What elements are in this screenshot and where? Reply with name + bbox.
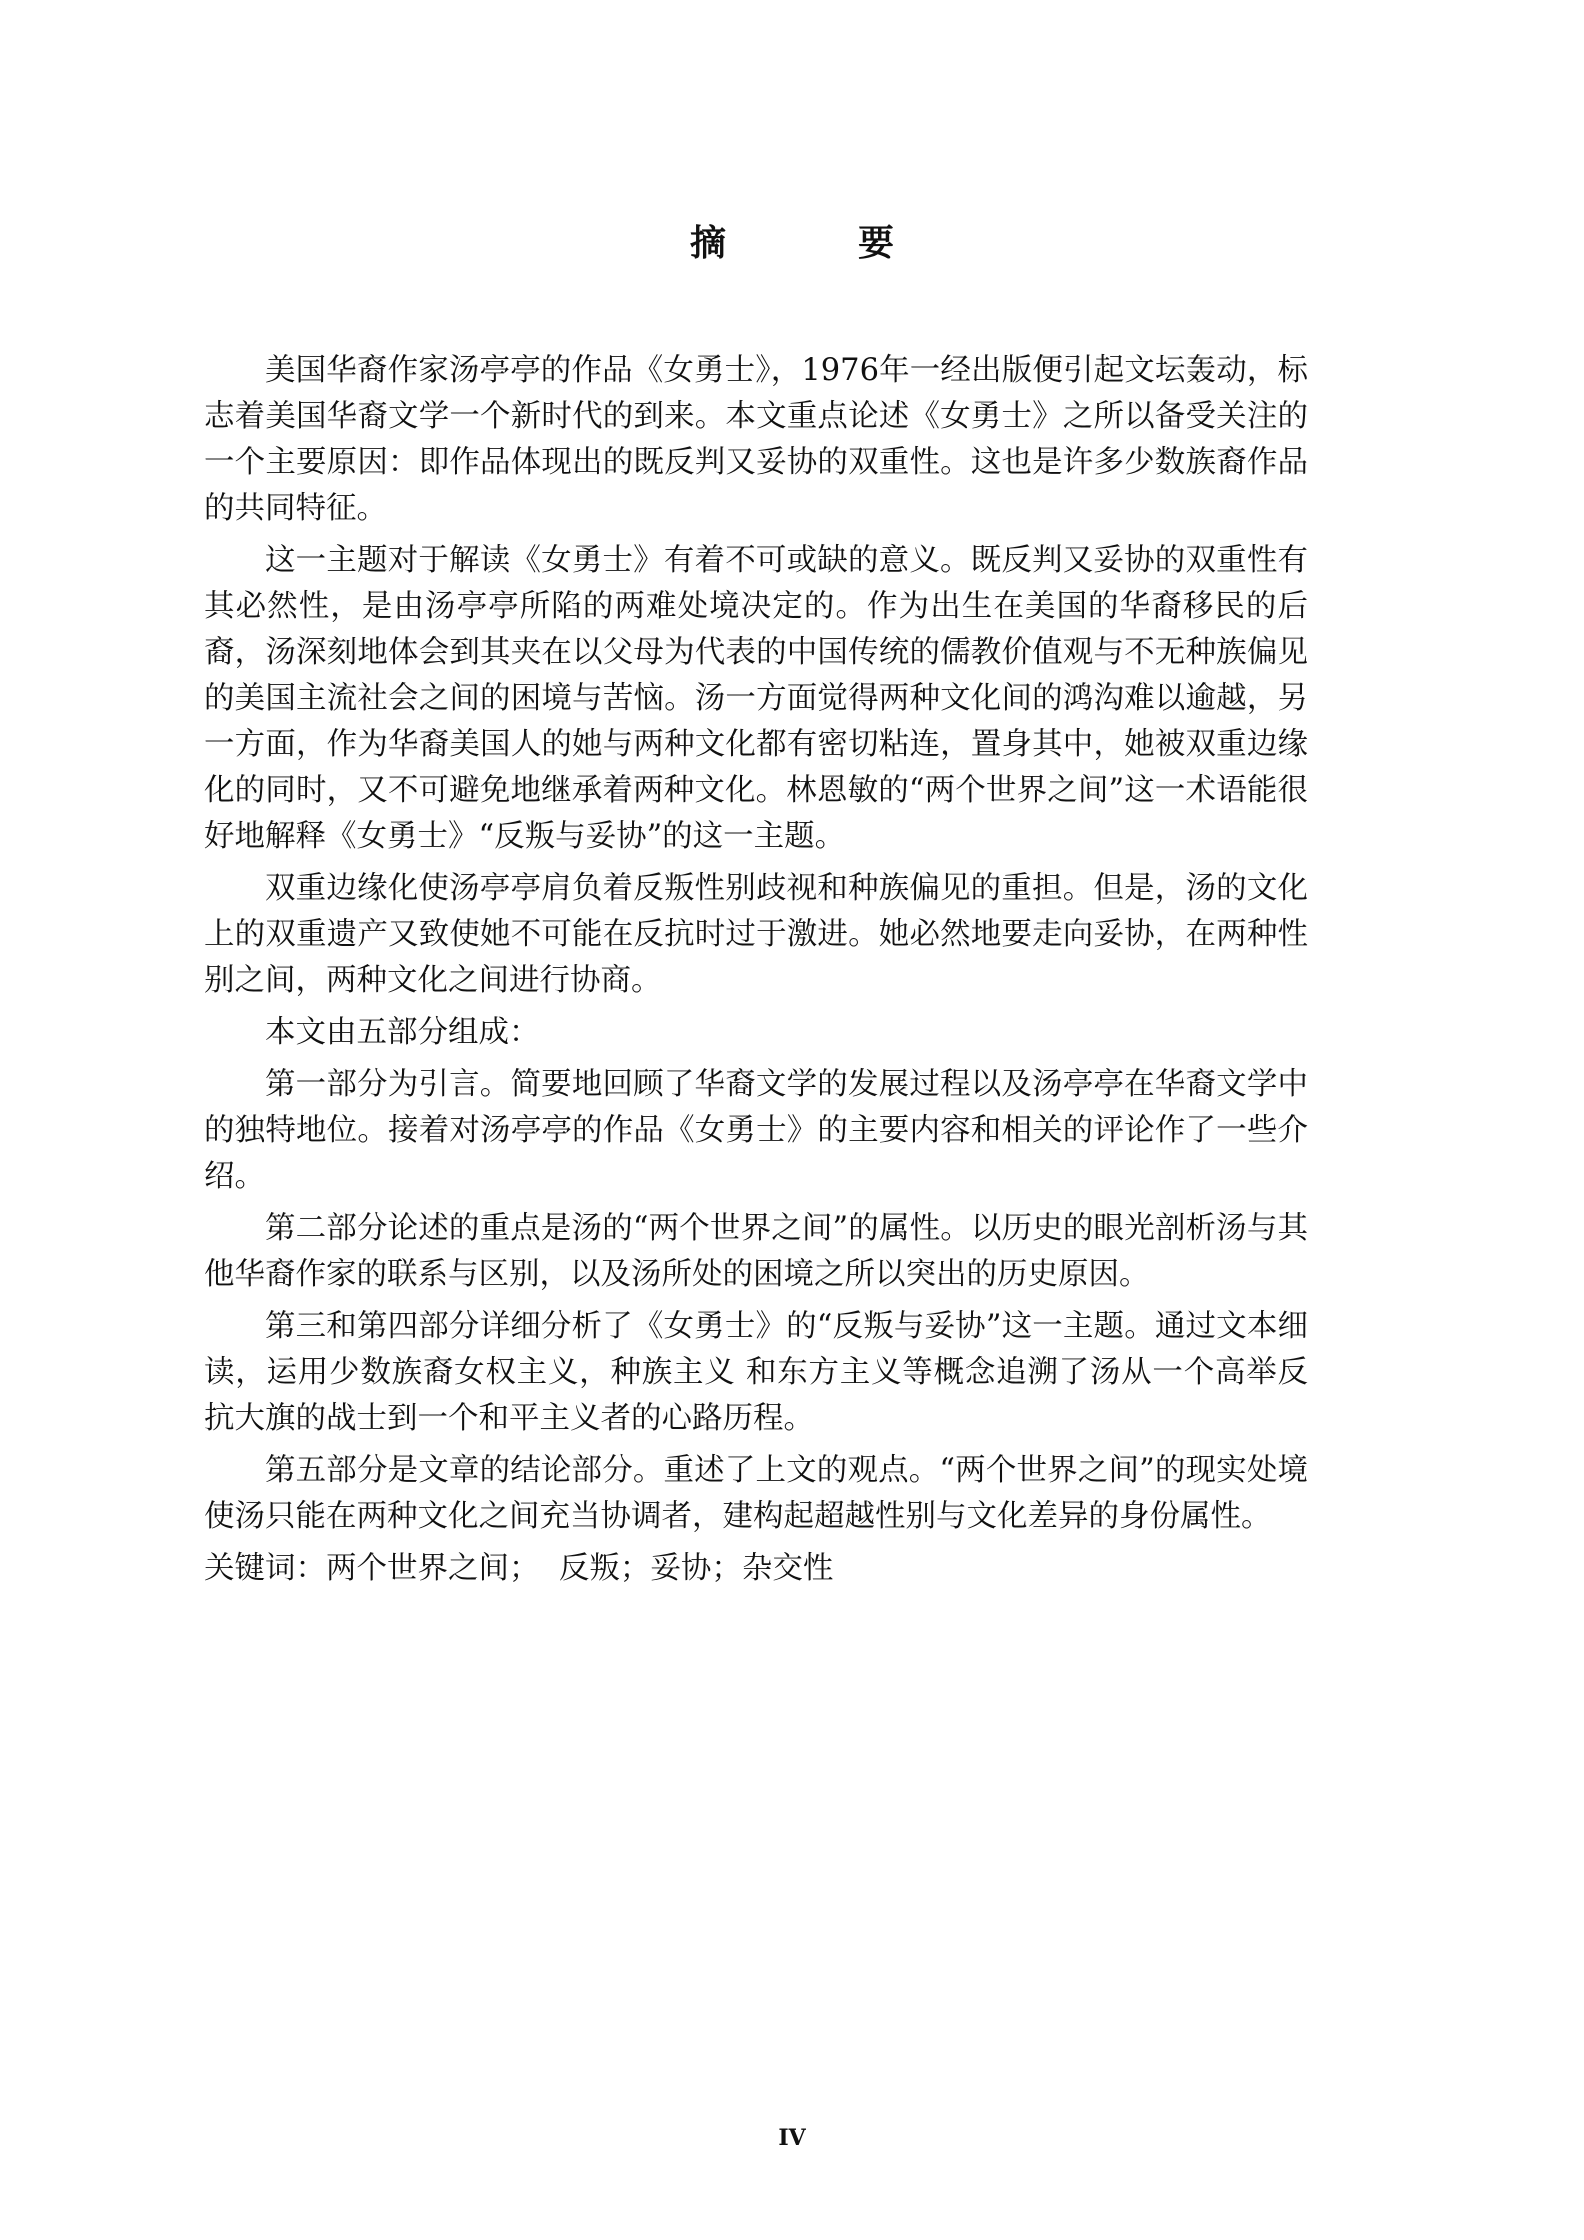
paragraph: 第二部分论述的重点是汤的“两个世界之间”的属性。以历史的眼光剖析汤与其他华裔作家的联系与区别，以及汤所处的困境之所以突出的历史原因。 (204, 1211, 1308, 1292)
keyword: 反叛； (558, 1551, 651, 1586)
paragraph: 双重边缘化使汤亭亭肩负着反叛性别歧视和种族偏见的重担。但是，汤的文化上的双重遗产又致使她不可能在反抗时过于激进。她必然地要走向妥协，在两种性别之间，两种文化之间进行协商。 (204, 871, 1308, 998)
page-number: IV (778, 2125, 806, 2151)
abstract-title: 摘 要 (689, 223, 942, 264)
paragraph: 第三和第四部分详细分析了《女勇士》的“反叛与妥协”这一主题。通过文本细读，运用少数族裔女权主义，种族主义 和东方主义等概念追溯了汤从一个高举反抗大旗的战士到一个和平主义者的心路历程。 (204, 1309, 1308, 1436)
paragraph: 这一主题对于解读《女勇士》有着不可或缺的意义。既反判又妥协的双重性有其必然性，是由汤亭亭所陷的两难处境决定的。作为出生在美国的华裔移民的后裔，汤深刻地体会到其夹在以父母为代表的中国传统的儒教价值观与不无种族偏见的美国主流社会之间的困境与苦恼。汤一方面觉得两种文化间的鸿沟难以逾越，另一方面，作为华裔美国人的她与两种文化都有密切粘连，置身其中，她被双重边缘化的同时，又不可避免地继承着两种文化。林恩敏的“两个世界之间”这一术语能很好地解释《女勇士》“反叛与妥协”的这一主题。 (204, 543, 1308, 854)
keywords-line (204, 1546, 1308, 1592)
abstract-body (204, 348, 1308, 1592)
paragraph: 第五部分是文章的结论部分。重述了上文的观点。“两个世界之间”的现实处境使汤只能在两种文化之间充当协调者，建构起超越性别与文化差异的身份属性。 (204, 1453, 1308, 1534)
paragraph: 美国华裔作家汤亭亭的作品《女勇士》，1976年一经出版便引起文坛轰动，标志着美国华裔文学一个新时代的到来。本文重点论述《女勇士》之所以备受关注的一个主要原因：即作品体现出的既反判又妥协的双重性。这也是许多少数族裔作品的共同特征。 (204, 353, 1308, 526)
keyword: 妥协； (650, 1551, 742, 1586)
paragraph: 第一部分为引言。简要地回顾了华裔文学的发展过程以及汤亭亭在华裔文学中的独特地位。接着对汤亭亭的作品《女勇士》的主要内容和相关的评论作了一些介绍。 (204, 1067, 1308, 1194)
keyword: 杂交性 (741, 1551, 834, 1586)
keyword: 两个世界之间； (326, 1551, 540, 1586)
keywords-label: 关键词： (204, 1551, 326, 1586)
paragraph: 本文由五部分组成： (265, 1015, 540, 1050)
